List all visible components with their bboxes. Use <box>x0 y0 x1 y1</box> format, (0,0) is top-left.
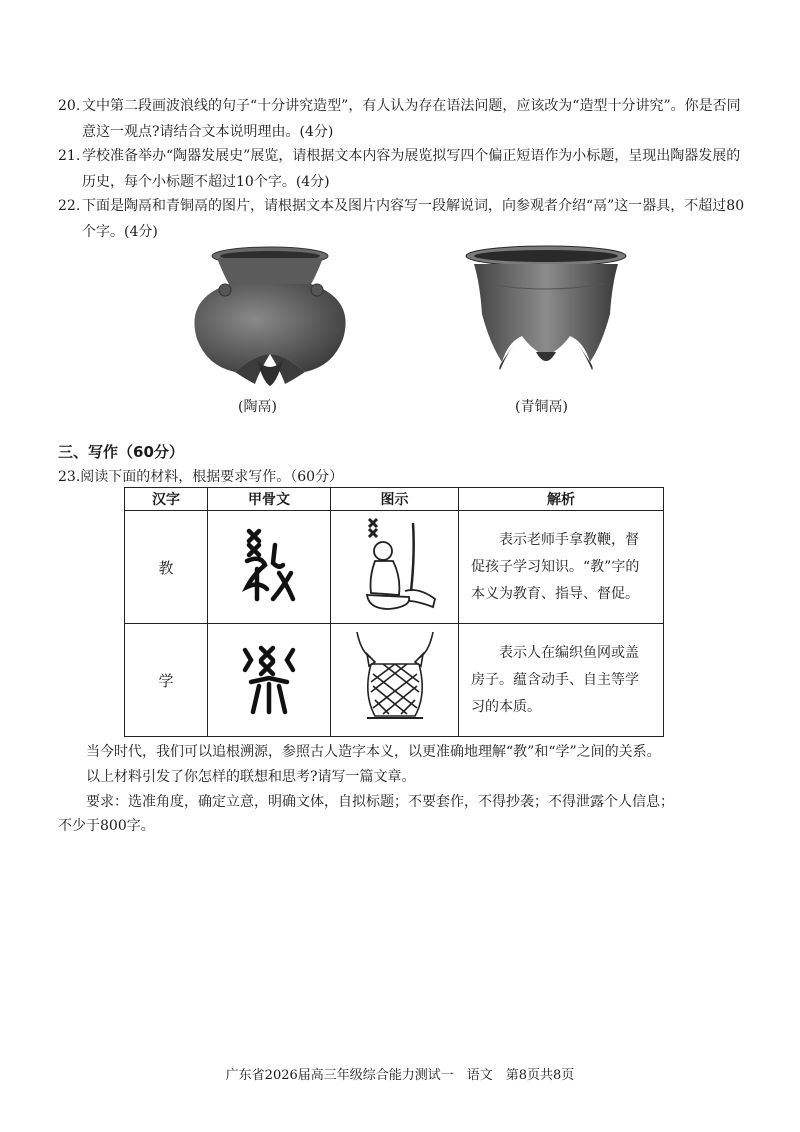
analysis-text: 表示老师手拿教鞭，督促孩子学习知识。“教”字的本义为教育、指导、督促。 <box>471 531 640 602</box>
analysis-cell <box>459 511 664 624</box>
table-row <box>125 624 664 737</box>
oracle-bone-jiao <box>208 511 331 624</box>
table-cell-char: 教 <box>125 511 208 624</box>
question-number: 21. <box>58 148 81 164</box>
question-20 <box>58 93 748 145</box>
requirements-paragraph-end: 不少于800字。 <box>58 818 155 834</box>
table-header: 解析 <box>459 488 664 511</box>
question-text: 文中第二段画波浪线的句子“十分讲究造型”，有人认为存在语法问题，应该改为“造型十分讲究”。你是否同意这一观点?请结合文本说明理由。(4分) <box>82 98 741 140</box>
question-number: 20. <box>58 98 81 114</box>
analysis-cell <box>459 624 664 737</box>
bronze-li-caption: (青铜鬲) <box>515 399 568 415</box>
prompt-paragraph: 当今时代，我们可以追根溯源，参照古人造字本义，以更准确地理解“教”和“学”之间的关系。 <box>86 744 661 760</box>
question-text: 下面是陶鬲和青铜鬲的图片，请根据文本及图片内容写一段解说词，向参观者介绍“鬲”这一器具，不超过80个字。(4分) <box>82 198 745 240</box>
table-header: 汉字 <box>125 488 208 511</box>
table-header: 图示 <box>331 488 459 511</box>
illustration-xue <box>331 624 459 737</box>
table-header: 甲骨文 <box>208 488 331 511</box>
table-header-row <box>125 488 664 511</box>
question-22 <box>58 193 748 245</box>
question-text: 学校准备举办“陶器发展史”展览，请根据文本内容为展览拟写四个偏正短语作为小标题，呈现出陶器发展的历史，每个小标题不超过10个字。(4分) <box>82 148 741 190</box>
teacher-student-illustration <box>349 515 441 615</box>
question-21 <box>58 143 748 195</box>
oracle-xue-glyph <box>239 638 299 718</box>
analysis-text: 表示人在编织鱼网或盖房子。蕴含动手、自主等学习的本质。 <box>471 644 639 715</box>
net-weaving-illustration <box>349 628 441 728</box>
page-footer: 广东省2026届高三年级综合能力测试一 语文 第8页共8页 <box>225 1068 575 1083</box>
question-number: 23. <box>58 469 81 485</box>
question-text: 阅读下面的材料，根据要求写作。（60分） <box>80 469 344 485</box>
oracle-bone-xue <box>208 624 331 737</box>
table-cell-char: 学 <box>125 624 208 737</box>
pottery-li-image <box>185 244 355 386</box>
section-title: 三、写作（60分） <box>58 443 184 461</box>
bronze-li-image <box>462 244 630 370</box>
question-number: 22. <box>58 198 81 214</box>
pottery-li-caption: (陶鬲) <box>238 399 277 415</box>
prompt-paragraph: 以上材料引发了你怎样的联想和思考?请写一篇文章。 <box>86 769 416 785</box>
material-table <box>124 487 664 737</box>
question-23 <box>58 466 343 486</box>
requirements-paragraph: 要求：选准角度，确定立意，明确文体，自拟标题；不要套作，不得抄袭；不得泄露个人信息； <box>86 794 674 810</box>
illustration-jiao <box>331 511 459 624</box>
oracle-jiao-glyph <box>239 525 299 605</box>
table-row <box>125 511 664 624</box>
